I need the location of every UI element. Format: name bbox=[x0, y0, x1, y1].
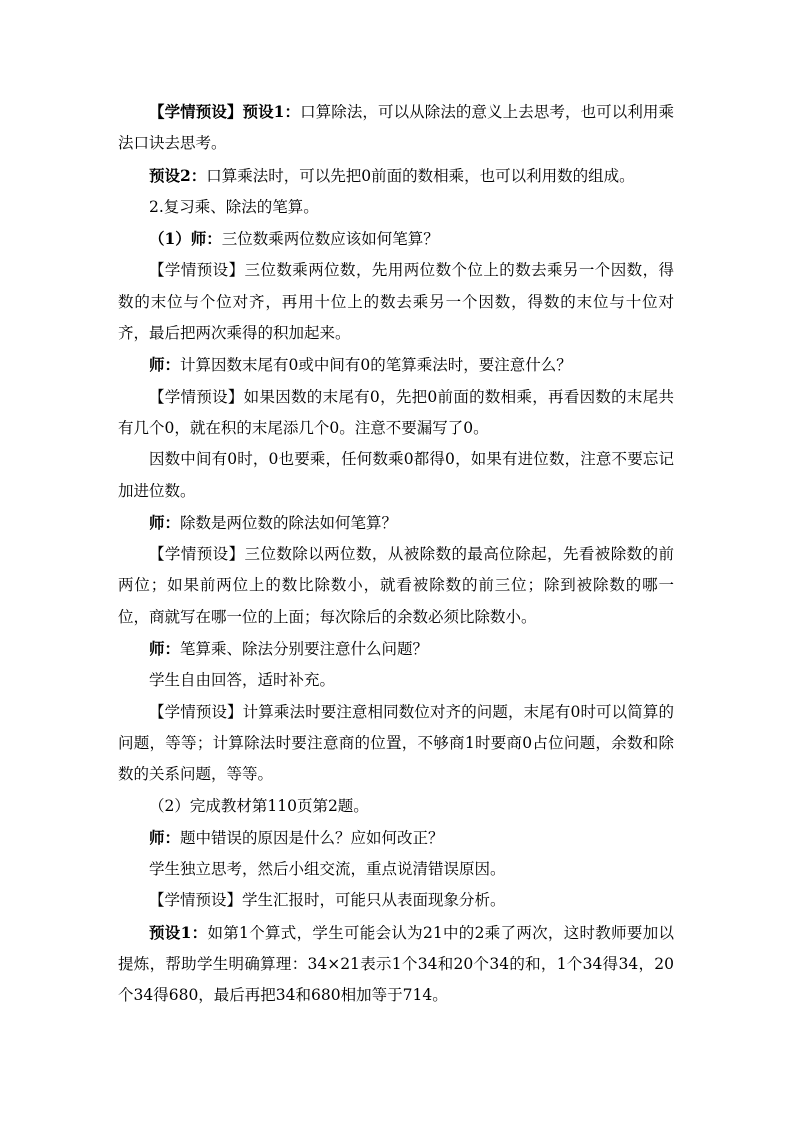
bold-lead: 师： bbox=[149, 827, 181, 847]
paragraph bbox=[118, 192, 674, 223]
paragraph bbox=[118, 665, 674, 696]
paragraph-text: 【学情预设】如果因数的末尾有0，先把0前面的数相乘，再看因数的末尾共有几个0，就在积的末尾添几个0。注意不要漏写了0。 bbox=[118, 387, 674, 437]
paragraph bbox=[118, 791, 674, 822]
paragraph-text: 笔算乘、除法分别要注意什么问题？ bbox=[180, 640, 429, 659]
paragraph-text: 【学情预设】计算乘法时要注意相同数位对齐的问题，末尾有0时可以简算的问题，等等；计算除法时要注意商的位置，不够商1时要商0占位问题，余数和除数的关系问题，等等。 bbox=[118, 702, 674, 784]
paragraph-text: 三位数乘两位数应该如何笔算？ bbox=[221, 230, 439, 249]
paragraph-text: 口算除法，可以从除法的意义上去思考，也可以利用乘法口诀去思考。 bbox=[118, 103, 674, 153]
bold-lead: 预设1： bbox=[149, 922, 208, 942]
paragraph-text: 【学情预设】三位数除以两位数，从被除数的最高位除起，先看被除数的前两位；如果前两位上的数比除数小，就看被除数的前三位；除到被除数的哪一位，商就写在哪一位的上面；每次除后的余数必须比除数小。 bbox=[118, 545, 674, 626]
bold-lead: （1）师： bbox=[149, 229, 222, 249]
paragraph-text: 学生自由回答，适时补充。 bbox=[149, 671, 336, 690]
paragraph-text: 学生独立思考，然后小组交流，重点说清错误原因。 bbox=[149, 860, 506, 879]
paragraph-text: 计算因数末尾有0或中间有0的笔算乘法时，要注意什么？ bbox=[180, 356, 572, 375]
paragraph bbox=[118, 917, 674, 1012]
paragraph-text: 【学情预设】学生汇报时，可能只从表面现象分析。 bbox=[149, 891, 506, 910]
paragraph bbox=[118, 633, 674, 665]
paragraph bbox=[118, 507, 674, 539]
paragraph-text: 【学情预设】三位数乘两位数，先用两位数个位上的数去乘另一个因数，得数的末位与个位对齐，再用十位上的数去乘另一个因数，得数的末位与十位对齐，最后把两次乘得的积加起来。 bbox=[118, 261, 674, 343]
paragraph bbox=[118, 96, 674, 160]
paragraph bbox=[118, 539, 674, 633]
paragraph bbox=[118, 444, 674, 507]
paragraph bbox=[118, 854, 674, 885]
paragraph bbox=[118, 885, 674, 916]
paragraph bbox=[118, 697, 674, 791]
bold-lead: 预设2： bbox=[149, 165, 207, 185]
paragraph-text: （2）完成教材第110页第2题。 bbox=[149, 796, 369, 815]
bold-lead: 【学情预设】预设1： bbox=[149, 102, 301, 121]
paragraph-text: 2.复习乘、除法的笔算。 bbox=[149, 197, 319, 216]
bold-lead: 师： bbox=[149, 639, 181, 659]
paragraph-text: 因数中间有0时，0也要乘，任何数乘0都得0，如果有进位数，注意不要忘记加进位数。 bbox=[118, 450, 674, 500]
paragraph bbox=[118, 822, 674, 854]
paragraph bbox=[118, 382, 674, 445]
paragraph bbox=[118, 255, 674, 349]
paragraph-text: 口算乘法时，可以先把0前面的数相乘，也可以利用数的组成。 bbox=[206, 166, 635, 185]
paragraph-text: 除数是两位数的除法如何笔算？ bbox=[180, 513, 398, 532]
document-page bbox=[118, 96, 674, 1012]
paragraph-text: 如第1个算式，学生可能会认为21中的2乘了两次，这时教师要加以提炼，帮助学生明确算理：34×21表示1个34和20个34的和，1个34得34，20个34得680，最后再把34和680相加等于714。 bbox=[118, 923, 674, 1005]
paragraph bbox=[118, 160, 674, 192]
bold-lead: 师： bbox=[149, 355, 181, 375]
paragraph bbox=[118, 349, 674, 381]
paragraph bbox=[118, 223, 674, 255]
bold-lead: 师： bbox=[149, 512, 181, 532]
paragraph-text: 题中错误的原因是什么？应如何改正？ bbox=[180, 828, 444, 847]
